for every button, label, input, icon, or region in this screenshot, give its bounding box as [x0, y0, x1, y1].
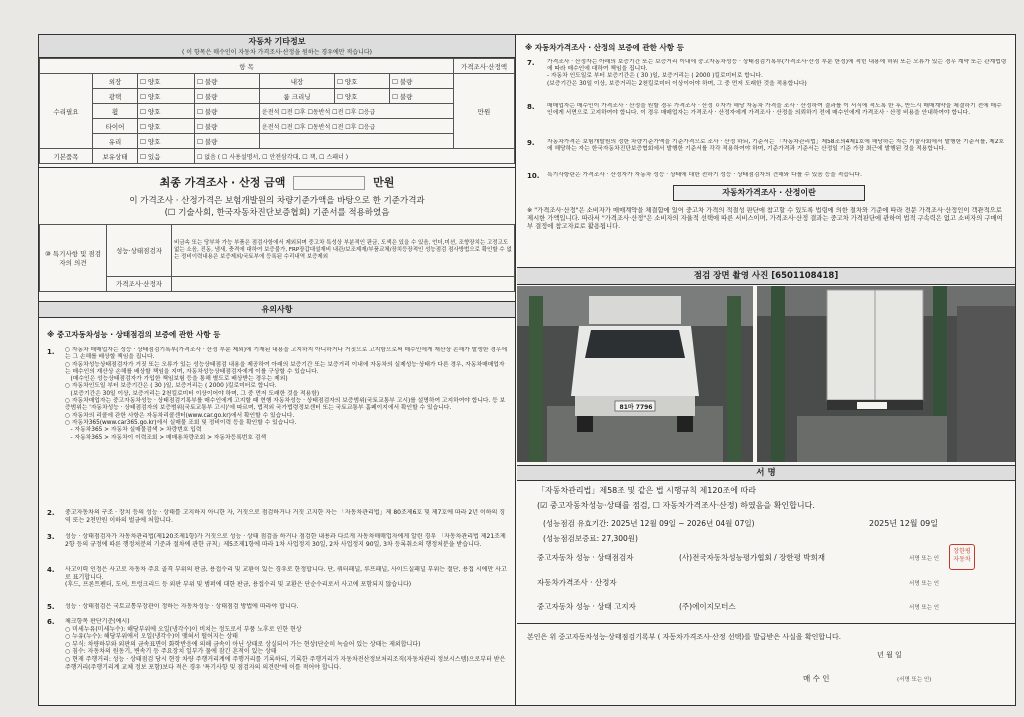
sign-date: 2025년 12월 09일 — [869, 519, 938, 528]
row-label-b: 내장 — [260, 74, 335, 89]
item-number: 10. — [527, 172, 540, 180]
col-price-header: 가격조사·산정액 — [454, 59, 515, 74]
opinion-sub-label: 성능·상태점검자 — [107, 225, 172, 277]
cb-good[interactable]: ☐ 양호 — [138, 104, 195, 119]
item-number: 2. — [47, 509, 55, 517]
inspection-photo-rear — [757, 286, 1015, 462]
inspection-record-sheet — [38, 34, 1016, 706]
warranty-fee: (성능점검보증료: 27,300원) — [543, 534, 638, 543]
base-label: 기본품목 — [40, 149, 93, 164]
basis-line-2: (☐ 기술사회, 한국자동차진단보증협회) 기준서를 적용하였음 — [164, 208, 390, 218]
notifier-seal-caption: 서명 또는 인 — [909, 605, 940, 611]
opinion-label: ⑩ 특기사항 및 점검자의 의견 — [40, 225, 107, 292]
cb-good[interactable]: ☐ 양호 — [138, 134, 195, 149]
tire-position-options[interactable]: 운전석 ☐전 ☐후 ☐동반석 ☐전 ☐후 ☐응급 — [260, 119, 454, 134]
final-price-field[interactable] — [293, 176, 365, 190]
opinion-sub-label-2: 가격조사·산정자 — [107, 276, 172, 291]
item-text: 특기사항란은 가격조사 · 산정자가 자동차 성능 · 상태에 대한 전하기 성능 · 상태점검자의 견해와 다를 수 있음 등을 적습니다. — [547, 172, 862, 178]
item-number: 1. — [47, 348, 55, 356]
receipt-text: 본인은 위 중고자동차성능·상태점검기록부 ( 자동차가격조사·산정 선택)를 발급받은 사실을 확인합니다. — [527, 633, 841, 641]
opinion-text: 비금속 또는 당부차 가능 부품은 점검사항에서 제외되며 중고차 특성상 부분적인 판금, 도색은 있을 수 있음, 언더,미션, 조향장치는 고정고도없는 소음, 진동, 냄새, 충격에 대하여 보증불가, FRP장갑대설재비 내관/보조제재/부품교체/장치등장적인 성능점검 점사방법으로 확인할 수 없는 정비이력내용은 보증제외/국토부에 등록된 수리내역 보증제외 — [172, 225, 515, 277]
item-number: 5. — [47, 603, 55, 611]
item-number: 8. — [527, 103, 535, 111]
item-text: 성능 · 상태점검은 국토교통부장관이 정하는 자동차성능 · 상태점검 방법에 따라야 합니다. — [65, 603, 299, 610]
item-number: 3. — [47, 533, 55, 541]
cb-bad-b[interactable]: ☐ 불량 — [390, 74, 454, 89]
opinion-table — [39, 224, 515, 292]
receipt-date: 년 월 일 — [877, 651, 902, 659]
etc-info-table — [39, 58, 515, 164]
etc-info-title: 자동차 기타정보 — [248, 37, 306, 46]
cb-good-b[interactable]: ☐ 양호 — [335, 89, 390, 104]
sign-title: 서 명 — [517, 465, 1015, 481]
basis-line-1: 이 가격조사 · 산정가격은 보험개발원의 차량기준가액을 바탕으로 한 기준가격과 — [129, 196, 425, 206]
cb-bad[interactable]: ☐ 불량 — [195, 134, 260, 149]
etc-info-subtitle: ( 이 항목은 매수인이 자동차 가격조사·산정을 원하는 경우에만 적습니다) — [182, 49, 372, 56]
row-label-b: 룸 크리닝 — [260, 89, 335, 104]
appraiser-opinion-field[interactable] — [172, 276, 515, 291]
sign-law: 「자동차관리법」제58조 및 같은 법 시행규칙 제120조에 따라 — [537, 486, 756, 495]
item-text: ○ 자동차 매매업자는 성능 · 상태점검기록부(가격조사 · 산정 부분 제외)에 기재된 내용을 고지하지 아니하거나 거짓으로 고지함으로써 매수인에게 재산상 손해가 발생한 경우에는 그 손해를 배상할 책임을 집니다. ○ 자동차성능상태점검자가 거짓 또는 오류가 있는 성능상태점검 내용을 제공하여 아래의 보증기간 또는 보증거리 이내에 자동차의 실제성능·상태가 다른 경우, 자동차매매업자는 매수인의 재산상 손해를 배상할 책임을 지며, 자동차성능상태점검자에게 이를 구상할 수 있습니다. (매수인은 성능상태점검자가 가입한 책임보험 등을 통해 별도로 배상받는 경우는 제외) ○ 자동차인도일 부터 보증기간은 ( 30 )일, 보증거리는 ( 2000 )킬로미터로 합니다. (보증기간은 30일 이상, 보증거리는 2천킬로미터 이상이어야 하며, 그 중 먼저 도래한 것을 적용함) ○ 자동차매업자는 중고자동차성능 · 상태점검기록부를 매수인에게 고지할 때 현행 자동차성능 · 상태점검자의 보증범위(국토교통부 고시)를 설명하여 고지하여야 합니다. 등 보증범위는 '자동차성능 · 상태점검자의 보증범위(국토교통부 고시)'에 따르며, 법적외 국가법령정보센터 또는 국토교통부 홈페이지에서 확인할 수 있습니다. ○ 자동차의 리콜에 관한 사항은 자동차리콜센터(www.car.go.kr)에서 확인할 수 있습니다. ○ 자동차365(www.car365.go.kr)에서 실매물 조회 및 정비이력 등을 확인할 수 있습니다. - 자동차365 > 자동차 실매물검색 > 차량번호 입력 - 자동차365 > 자동차이 이력조회 > 매매용차량조회 > 자동차등록번호 검색 — [65, 347, 508, 441]
etc-info-header — [39, 35, 515, 58]
item-number: 4. — [47, 566, 55, 574]
notice-title: 유의사항 — [39, 301, 515, 318]
inspection-photo-front — [517, 286, 753, 462]
price-warranty-title: ※ 자동차가격조사 · 산정의 보증에 관한 사항 등 — [525, 43, 684, 52]
item-number: 6. — [47, 618, 55, 626]
define-title: 자동차가격조사 · 산정이란 — [673, 185, 865, 201]
row-label: 유리 — [93, 134, 138, 149]
cb-good[interactable]: ☐ 양호 — [138, 74, 195, 89]
truck-rear-photo — [757, 286, 1015, 462]
notifier-name: (주)에이지모터스 — [679, 602, 736, 611]
cb-bad[interactable]: ☐ 불량 — [195, 119, 260, 134]
price-unit: 만원 — [454, 74, 515, 149]
wheel-position-options[interactable]: 운전석 ☐전 ☐후 ☐동반석 ☐전 ☐후 ☐응급 — [260, 104, 454, 119]
row-label: 타이어 — [93, 119, 138, 134]
col-item-header: 항 목 — [40, 59, 454, 74]
photo-title: 점검 장면 촬영 사진 [6501108418] — [517, 267, 1015, 285]
final-price-box — [39, 167, 515, 225]
item-number: 7. — [527, 59, 535, 67]
inspector-label: 중고자동차 성능 · 상태점검자 — [537, 553, 634, 562]
base-options[interactable]: ☐ 없음 ( ☐ 사용설명서, ☐ 안전삼각대, ☐ 잭, ☐ 스패너 ) — [195, 149, 515, 164]
buyer-seal-caption: (서명 또는 인) — [897, 677, 932, 683]
license-plate: 81마 7796 — [619, 404, 653, 411]
item-text: 가격조사 · 산정자는 아래의 보증기간 또는 보증거리 이내에 중고자동차성능 · 상태점검기록부(가격조사·산정 부분 한정)에 적힌 내용에 허위 또는 오류가 있는 경우 계약 또는 관계법령에 따라 매수인에 대하여 책임을 집니다. - 자동차 인도일로 부터 보증기간은 ( 30 )일, 보증거리는 ( 2000 )킬로미터로 합니다. (보증기간은 30일 이상, 보증거리는 2천킬로미터 이상이어야 하며, 그 중 먼저 도래한 것을 적용합니다) — [547, 59, 1007, 87]
item-text: 중고자동차의 구조 · 장치 등의 성능 · 상태를 고지하지 아니한 자, 거짓으로 점검하거나 거짓 고지한 자는 「자동차관리법」제 80조제6호 및 제7호에 따라 2년 이하의 징역 또는 2천만원 이하의 벌금에 처합니다. — [65, 509, 506, 524]
sign-checks[interactable]: (☑ 중고자동차성능·상태를 점검, ☐ 자동차가격조사·산정) 하였음을 확인합니다. — [537, 501, 815, 510]
cb-good-b[interactable]: ☐ 양호 — [335, 74, 390, 89]
cb-bad[interactable]: ☐ 불량 — [195, 104, 260, 119]
row-label: 광택 — [93, 89, 138, 104]
define-text: ※ "가격조사·산정"은 소비자가 매매계약을 체결함에 있어 중고차 가격의 적절성 판단에 참고할 수 있도록 법령에 의한 절차와 기준에 따라 전문 가격조사·산정인이 객관적으로 제시한 가액입니다. 따라서 "가격조사·산정"은 소비자의 자율적 선택에 따른 서비스이며, 가격조사·산정 결과는 중고차 가격판단에 관하여 법적 구속력은 없고 소비자의 구매여부 결정에 참고자료로 활용됩니다. — [527, 207, 1004, 231]
inspector-name: (사)전국자동차성능평가협회 / 장한평 박희재 — [679, 553, 825, 562]
notifier-label: 중고자동차 성능 · 상태 고지자 — [537, 602, 636, 611]
right-column — [517, 35, 1015, 705]
row-label: 외장 — [93, 74, 138, 89]
divider — [517, 623, 1015, 624]
item-text: 자동차가격은 보험개발원의 정한 차량기준가액을 기준가격으로 조사 · 산정 하되, 기준서는 「자동차관리법」제58조의4제1호에 해당하는 자는 기술사회에서 발행한 기준서를, 제2호에 해당하는 자는 한국자동차진단보증협회에서 발행한 기준서를 각각 적용하여야 하며, 기준가격과 기준서는 산정일 기준 가장 최근에 발행된 것을 적용합니다. — [547, 139, 1005, 153]
item-number: 9. — [527, 139, 535, 147]
warranty-title: ※ 중고자동차성능 · 상태점검의 보증에 관한 사항 등 — [47, 330, 221, 339]
row-label: 휠 — [93, 104, 138, 119]
appraiser-seal-caption: 서명 또는 인 — [909, 581, 940, 587]
final-price-row — [39, 174, 515, 190]
repair-label: 수리필요 — [40, 74, 93, 149]
cb-bad[interactable]: ☐ 불량 — [195, 74, 260, 89]
item-text: 매매업자는 매수인이 가격조사 · 산정을 원할 경우 가격조사 · 산정 ㅇ자가 해당 자동차 가격을 조사 · 산정하여 결과를 이 서식에 적도록 한 후, 반드시 매매계약을 체결하기 전에 매수인에게 서면으로 고지하여야 합니다. 이 경우 매매업자는 가격조사 · 산정자에게 가격조사 · 산정을 의뢰하기 전에 매수인에게 가격조사 · 산정 비용을 안내하여야 합니다. — [547, 103, 1002, 117]
inspector-seal-caption: 서명 또는 인 — [909, 556, 940, 562]
valid-period: (성능점검 유효기간: 2025년 12월 09일 ~ 2026년 04월 07일) — [543, 519, 755, 528]
base-item: 보유상태 — [93, 149, 138, 164]
inspector-stamp: 장한평 자동차 — [949, 544, 975, 570]
appraiser-label: 자동차가격조사 · 산정자 — [537, 578, 617, 587]
cb-has[interactable]: ☐ 있음 — [138, 149, 195, 164]
cb-good[interactable]: ☐ 양호 — [138, 89, 195, 104]
cb-bad-b[interactable]: ☐ 불량 — [390, 89, 454, 104]
item-text: 사고이력 인정은 사고로 자동차 주요 골격 부위의 판금, 용접수리 및 교환이 있는 경우로 한정합니다. 단, 쿼터패널, 루프패널, 사이드실패널 부위는 절단, 용접 시에만 사고로 표기합니다. (후드, 프론트펜더, 도어, 트렁크리드 등 외판 부위 및 범퍼에 대한 판금, 용접수리 및 교환은 단순수리로서 사고에 포함되지 않습니다) — [65, 566, 507, 589]
cb-good[interactable]: ☐ 양호 — [138, 119, 195, 134]
truck-front-photo — [517, 286, 753, 462]
cb-bad[interactable]: ☐ 불량 — [195, 89, 260, 104]
item-text: 성능 · 상태점검자가 자동차관리법(제120조제1항)가 거짓으로 성능 · 상태 점검을 하거나 점검한 내용과 다르게 자동차매매업자에게 알린 경우 「자동차관리법 제21조제2항 등의 규정에 따른 행정처분의 기준과 절차에 관한 규칙」제5조제1항에 따라 1차 사업정지 30일, 2차 사업정지 90일, 3차 등록취소의 행정처분을 받습니다. — [65, 533, 506, 548]
final-price-label: 최종 가격조사 · 산정 금액 — [159, 176, 286, 189]
buyer-label: 매 수 인 — [803, 674, 830, 683]
left-column — [39, 35, 516, 705]
final-price-unit: 만원 — [373, 176, 395, 189]
item-text: 체크항목 판단기준(예시) ○ 미세누유(미세누수): 해당부위에 오일(냉각수)이 비치는 정도로서 부품 노후로 인한 현상 ○ 누유(누수): 해당부위에서 오일(냉각수)이 맺혀서 떨어지는 상태 ○ 부식: 차량하부와 외판의 금속표면이 화학반응에 의해 금속이 아닌 상태로 상실되어 가는 현상(단순히 녹슬어 있는 상태는 제외합니다) ○ 침수: 자동차의 원동기, 변속기 등 주요장치 일부가 물에 잠긴 흔적이 있는 상태 ○ 현재 주행거리: 성능 · 상태점검 당시 현장 차량 주행거리계에 주행거리를 기록하되, 기록한 주행거리가 자동차전산정보처리조직(자동차관리 정보시스템)으로부터 받은 주행거리(주행기리계 교체 정보 포함)보다 적은 경우 '특기사항 및 점검자의 의견란'에 이를 적어야 합니다. — [65, 618, 506, 671]
